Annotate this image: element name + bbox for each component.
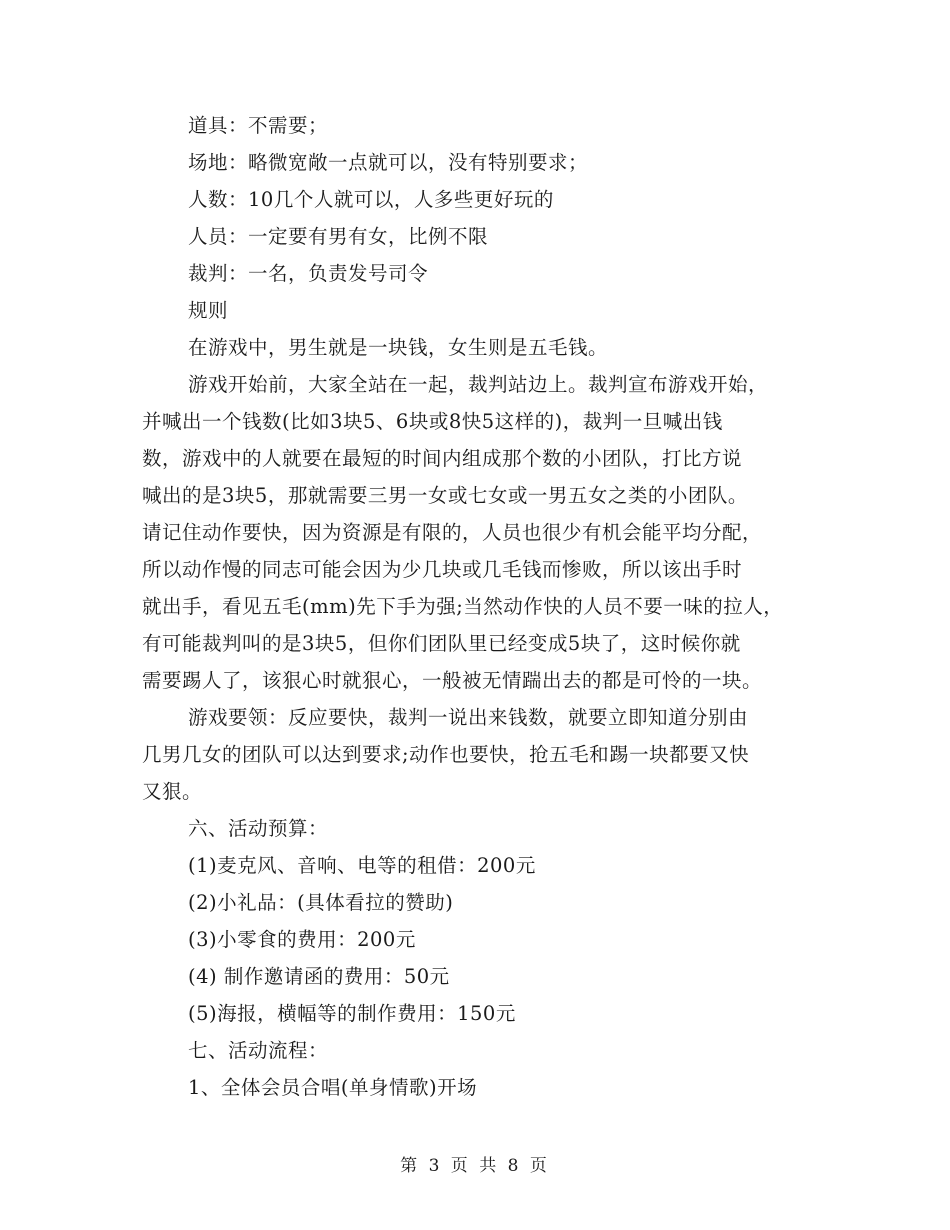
process-item: 1、全体会员合唱(单身情歌)开场 [188, 1076, 478, 1099]
text-line: 游戏开始前，大家全站在一起，裁判站边上。裁判宣布游戏开始， [188, 373, 769, 396]
section-heading-budget: 六、活动预算： [188, 817, 329, 840]
text-line: 游戏要领：反应要快，裁判一说出来钱数，就要立即知道分别由 [188, 706, 749, 729]
text-line: 就出手，看见五毛(mm)先下手为强;当然动作快的人员不要一味的拉人， [142, 595, 784, 618]
page-footer: 第 3 页 共 8 页 [400, 1156, 550, 1176]
text-line: 道具：不需要； [188, 114, 329, 137]
section-heading-process: 七、活动流程： [188, 1039, 329, 1062]
text-line: 裁判：一名，负责发号司令 [188, 262, 429, 285]
text-line: 人数：10几个人就可以，人多些更好玩的 [188, 188, 554, 211]
text-line: 数，游戏中的人就要在最短的时间内组成那个数的小团队，打比方说 [142, 447, 743, 470]
budget-item: (5)海报，横幅等的制作费用：150元 [188, 1002, 516, 1025]
text-line: 又狠。 [142, 780, 203, 803]
text-line: 并喊出一个钱数(比如3块5、6块或8快5这样的)，裁判一旦喊出钱 [142, 410, 723, 433]
text-line: 在游戏中，男生就是一块钱，女生则是五毛钱。 [188, 336, 609, 359]
text-line: 所以动作慢的同志可能会因为少几块或几毛钱而惨败，所以该出手时 [142, 558, 743, 581]
budget-item: (4) 制作邀请函的费用：50元 [188, 965, 450, 988]
budget-item: (1)麦克风、音响、电等的租借：200元 [188, 854, 536, 877]
text-line: 人员：一定要有男有女，比例不限 [188, 225, 489, 248]
text-line: 需要踢人了，该狠心时就狠心，一般被无情踹出去的都是可怜的一块。 [142, 669, 763, 692]
text-line: 请记住动作要快，因为资源是有限的，人员也很少有机会能平均分配， [142, 521, 763, 544]
text-line: 几男几女的团队可以达到要求;动作也要快，抢五毛和踢一块都要又快 [142, 743, 750, 766]
budget-item: (3)小零食的费用：200元 [188, 928, 416, 951]
text-line: 有可能裁判叫的是3块5，但你们团队里已经变成5块了，这时候你就 [142, 632, 741, 655]
text-line: 场地：略微宽敞一点就可以，没有特别要求； [188, 151, 589, 174]
text-line: 喊出的是3块5，那就需要三男一女或七女或一男五女之类的小团队。 [142, 484, 748, 507]
budget-item: (2)小礼品：(具体看拉的赞助) [188, 891, 454, 914]
document-body [142, 107, 812, 1106]
section-heading-rules: 规则 [188, 299, 229, 322]
